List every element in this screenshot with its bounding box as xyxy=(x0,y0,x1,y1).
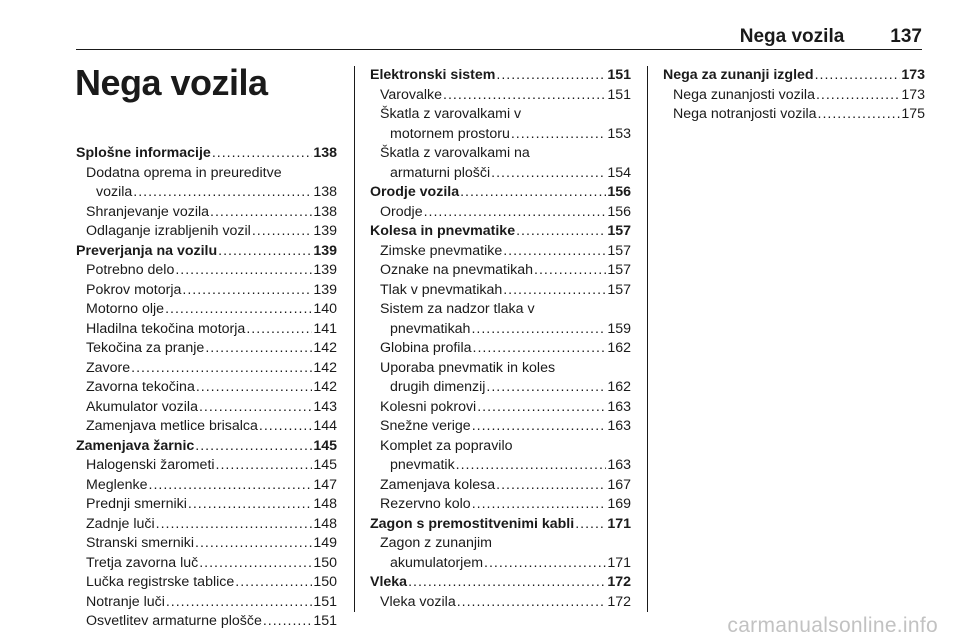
toc-entry-page: 167 xyxy=(607,476,631,493)
dot-leader xyxy=(195,534,312,554)
toc-entry-title-line[interactable]: Dodatna oprema in preureditve xyxy=(86,164,282,181)
toc-entry-title: drugih dimenzij xyxy=(390,379,486,395)
toc-entry-page: 150 xyxy=(313,574,337,590)
toc-entry-title: Osvetlitev armaturne plošče xyxy=(86,613,262,629)
toc-entry-title-line[interactable]: Komplet za popravilo xyxy=(380,437,513,454)
toc-entry[interactable] xyxy=(370,456,631,476)
toc-entry[interactable] xyxy=(76,515,337,535)
toc-entry-title: Zadnje luči xyxy=(86,515,155,532)
toc-entry[interactable] xyxy=(76,320,337,340)
toc-entry-title: Tekočina za pranje xyxy=(86,340,205,356)
toc-entry-page: 172 xyxy=(607,593,631,610)
toc-entry-page: 151 xyxy=(607,67,631,83)
toc-column-1 xyxy=(76,144,337,632)
dot-leader xyxy=(252,222,313,242)
toc-entry[interactable] xyxy=(663,105,925,125)
dot-leader xyxy=(156,515,313,535)
dot-leader xyxy=(246,320,312,340)
toc-entry-title-line[interactable]: Zagon z zunanjim xyxy=(380,535,492,551)
toc-entry-title: armaturni plošči xyxy=(390,164,491,181)
toc-entry-page: 139 xyxy=(313,223,337,239)
toc-entry-title: Oznake na pnevmatikah xyxy=(380,262,534,278)
toc-entry-title-line[interactable]: Sistem za nadzor tlaka v xyxy=(380,301,535,317)
toc-entry-page: 145 xyxy=(313,457,337,473)
toc-entry-page: 138 xyxy=(313,203,337,220)
dot-leader xyxy=(218,242,312,262)
toc-entry-title: Splošne informacije xyxy=(76,145,211,161)
toc-entry-page: 162 xyxy=(607,340,631,356)
toc-entry-title: Zimske pnevmatike xyxy=(380,242,503,259)
toc-entry[interactable] xyxy=(76,398,337,418)
toc-entry[interactable] xyxy=(76,281,337,301)
toc-entry-title: Zagon s premostitvenimi kabli xyxy=(370,515,575,532)
dot-leader xyxy=(424,203,607,223)
toc-entry[interactable] xyxy=(370,398,631,418)
dot-leader xyxy=(516,222,606,242)
toc-entry[interactable] xyxy=(76,222,337,242)
toc-entry-title: Prednji smerniki xyxy=(86,496,187,512)
toc-entry-title: Elektronski sistem xyxy=(370,67,496,83)
page-number: 137 xyxy=(890,26,922,47)
toc-entry-page: 157 xyxy=(607,262,631,278)
toc-entry-page: 163 xyxy=(607,418,631,434)
toc-entry-title: Globina profila xyxy=(380,340,472,356)
toc-entry[interactable] xyxy=(370,125,631,145)
toc-entry-title: Zamenjava žarnic xyxy=(76,437,195,454)
toc-entry[interactable] xyxy=(370,378,631,398)
toc-entry-page: 139 xyxy=(313,281,337,298)
toc-entry[interactable] xyxy=(370,554,631,574)
toc-entry[interactable] xyxy=(663,86,925,106)
toc-entry-title-line[interactable]: Škatla z varovalkami na xyxy=(380,145,530,161)
dot-leader xyxy=(456,456,607,476)
toc-entry-title: Varovalke xyxy=(380,86,443,103)
toc-entry-title: Stranski smerniki xyxy=(86,535,195,551)
toc-section-entry[interactable] xyxy=(370,183,631,203)
toc-entry-title: Kolesni pokrovi xyxy=(380,398,477,415)
toc-entry[interactable] xyxy=(76,339,337,359)
toc-entry-title-line[interactable]: Uporaba pnevmatik in koles xyxy=(380,359,556,376)
toc-entry-page: 157 xyxy=(607,281,631,298)
dot-leader xyxy=(496,66,606,86)
dot-leader xyxy=(503,242,606,262)
toc-entry[interactable] xyxy=(370,339,631,359)
toc-entry-page: 148 xyxy=(313,515,337,532)
toc-entry-page: 150 xyxy=(313,554,337,571)
toc-entry[interactable] xyxy=(370,261,631,281)
toc-entry-page: 175 xyxy=(901,106,925,122)
dot-leader xyxy=(496,476,606,496)
toc-entry-title: Meglenke xyxy=(86,476,148,493)
dot-leader xyxy=(816,86,900,106)
toc-entry-page: 159 xyxy=(607,320,631,337)
dot-leader xyxy=(205,339,312,359)
toc-entry[interactable] xyxy=(76,593,337,613)
toc-section-entry[interactable] xyxy=(370,66,631,86)
toc-entry-page: 147 xyxy=(313,476,337,493)
toc-entry-title-line[interactable]: Škatla z varovalkami v xyxy=(380,106,522,122)
toc-entry[interactable] xyxy=(370,320,631,340)
dot-leader xyxy=(484,554,606,574)
toc-entry[interactable] xyxy=(370,495,631,515)
dot-leader xyxy=(491,164,606,184)
toc-entry[interactable] xyxy=(370,593,631,613)
toc-entry-page: 144 xyxy=(313,418,337,434)
toc-entry-title: Zavore xyxy=(86,359,131,376)
toc-entry[interactable] xyxy=(76,554,337,574)
toc-entry-title: Nega notranjosti vozila xyxy=(673,106,817,122)
dot-leader xyxy=(486,378,606,398)
dot-leader xyxy=(131,359,312,379)
toc-entry-title: Pokrov motorja xyxy=(86,281,182,298)
toc-entry-page: 173 xyxy=(901,86,925,103)
toc-entry-page: 171 xyxy=(607,515,631,532)
dot-leader xyxy=(133,183,312,203)
toc-entry[interactable] xyxy=(370,203,631,223)
dot-leader xyxy=(263,612,312,632)
toc-entry-page: 151 xyxy=(607,86,631,103)
toc-section-entry[interactable] xyxy=(370,515,631,535)
dot-leader xyxy=(195,437,312,457)
toc-entry-page: 138 xyxy=(313,145,337,161)
toc-entry-title: Tretja zavorna luč xyxy=(86,554,199,571)
toc-entry[interactable] xyxy=(76,456,337,476)
toc-entry-title: Odlaganje izrabljenih vozil xyxy=(86,223,251,239)
toc-entry-page: 142 xyxy=(313,379,337,395)
toc-entry[interactable] xyxy=(76,573,337,593)
dot-leader xyxy=(188,495,312,515)
toc-entry-page: 142 xyxy=(313,359,337,376)
column-divider xyxy=(354,66,355,612)
toc-entry-title: pnevmatikah xyxy=(390,320,471,337)
toc-section-entry[interactable] xyxy=(370,573,631,593)
toc-entry-title: Potrebno delo xyxy=(86,262,175,278)
toc-entry[interactable] xyxy=(370,281,631,301)
toc-entry[interactable] xyxy=(370,164,631,184)
toc-entry-page: 139 xyxy=(313,242,337,259)
column-divider xyxy=(647,66,648,612)
toc-entry-page: 163 xyxy=(607,457,631,473)
dot-leader xyxy=(212,144,313,164)
toc-entry[interactable] xyxy=(76,261,337,281)
chapter-title: Nega vozila xyxy=(75,62,268,103)
toc-entry-title: Motorno olje xyxy=(86,301,165,317)
toc-entry[interactable] xyxy=(76,300,337,320)
toc-entry-page: 172 xyxy=(607,574,631,590)
toc-entry-title: vozila xyxy=(96,184,133,200)
toc-section-entry[interactable] xyxy=(370,222,631,242)
toc-entry-title: Orodje vozila xyxy=(370,184,460,200)
toc-entry-page: 138 xyxy=(313,184,337,200)
dot-leader xyxy=(199,398,312,418)
toc-entry-page: 142 xyxy=(313,340,337,356)
toc-entry-page: 149 xyxy=(313,535,337,551)
toc-entry-title: Vleka xyxy=(370,574,408,590)
toc-entry[interactable] xyxy=(370,86,631,106)
toc-entry-page: 157 xyxy=(607,242,631,259)
toc-entry-page: 151 xyxy=(313,613,337,629)
toc-entry[interactable] xyxy=(76,534,337,554)
toc-entry-title: Lučka registrske tablice xyxy=(86,574,235,590)
dot-leader xyxy=(216,456,313,476)
toc-entry-title: Nega zunanjosti vozila xyxy=(673,86,815,103)
toc-entry-title: Orodje xyxy=(380,203,423,220)
dot-leader xyxy=(575,515,606,535)
toc-entry-title: Kolesa in pnevmatike xyxy=(370,223,516,239)
dot-leader xyxy=(815,66,901,86)
toc-entry-title: Akumulator vozila xyxy=(86,398,198,415)
dot-leader xyxy=(477,398,606,418)
toc-column-3 xyxy=(663,66,925,125)
toc-entry-page: 154 xyxy=(607,164,631,181)
toc-entry-title: Zavorna tekočina xyxy=(86,379,195,395)
toc-entry-title: Tlak v pnevmatikah xyxy=(380,281,503,298)
dot-leader xyxy=(182,281,312,301)
toc-entry-title: Hladilna tekočina motorja xyxy=(86,320,246,337)
toc-entry-page: 141 xyxy=(313,320,337,337)
toc-entry-title: Rezervno kolo xyxy=(380,496,471,512)
toc-entry-page: 157 xyxy=(607,223,631,239)
toc-entry-title: Zamenjava kolesa xyxy=(380,476,496,493)
toc-entry-page: 173 xyxy=(901,67,925,83)
running-header-title: Nega vozila xyxy=(739,26,845,47)
toc-section-entry[interactable] xyxy=(76,144,337,164)
dot-leader xyxy=(175,261,312,281)
toc-entry-page: 169 xyxy=(607,496,631,512)
header-rule xyxy=(76,49,922,50)
dot-leader xyxy=(460,183,606,203)
toc-entry-title: Nega za zunanji izgled xyxy=(663,67,814,83)
dot-leader xyxy=(818,105,901,125)
toc-entry[interactable] xyxy=(370,476,631,496)
dot-leader xyxy=(472,417,607,437)
dot-leader xyxy=(166,593,312,613)
toc-entry[interactable] xyxy=(76,495,337,515)
toc-entry-title: Preverjanja na vozilu xyxy=(76,242,218,259)
toc-entry-page: 148 xyxy=(313,496,337,512)
dot-leader xyxy=(210,203,312,223)
dot-leader xyxy=(199,554,312,574)
toc-entry[interactable] xyxy=(76,417,337,437)
dot-leader xyxy=(457,593,607,613)
toc-entry-page: 171 xyxy=(607,554,631,571)
toc-entry-page: 151 xyxy=(313,593,337,610)
toc-entry-page: 143 xyxy=(313,398,337,415)
dot-leader xyxy=(472,495,607,515)
dot-leader xyxy=(235,573,312,593)
toc-entry-title: Notranje luči xyxy=(86,593,165,610)
toc-entry-title: pnevmatik xyxy=(390,457,455,473)
toc-entry-page: 156 xyxy=(607,203,631,220)
toc-entry-page: 145 xyxy=(313,437,337,454)
toc-entry[interactable] xyxy=(76,183,337,203)
toc-entry-page: 162 xyxy=(607,379,631,395)
dot-leader xyxy=(196,378,312,398)
dot-leader xyxy=(408,573,606,593)
dot-leader xyxy=(471,320,606,340)
toc-entry-title: Vleka vozila xyxy=(380,593,456,610)
dot-leader xyxy=(473,339,607,359)
dot-leader xyxy=(443,86,606,106)
toc-entry[interactable] xyxy=(76,203,337,223)
toc-entry[interactable] xyxy=(76,612,337,632)
dot-leader xyxy=(149,476,313,496)
toc-entry-page: 163 xyxy=(607,398,631,415)
dot-leader xyxy=(534,261,606,281)
running-header xyxy=(740,26,922,48)
toc-entry[interactable] xyxy=(76,359,337,379)
toc-entry-page: 140 xyxy=(313,301,337,317)
toc-section-entry[interactable] xyxy=(663,66,925,86)
toc-entry-title: Snežne verige xyxy=(380,418,471,434)
toc-section-entry[interactable] xyxy=(76,437,337,457)
toc-entry-title: akumulatorjem xyxy=(390,554,484,571)
toc-entry[interactable] xyxy=(76,378,337,398)
toc-section-entry[interactable] xyxy=(76,242,337,262)
dot-leader xyxy=(165,300,312,320)
toc-entry-title: Shranjevanje vozila xyxy=(86,203,210,220)
toc-entry[interactable] xyxy=(76,476,337,496)
toc-entry-title: Halogenski žarometi xyxy=(86,457,215,473)
toc-entry[interactable] xyxy=(370,417,631,437)
toc-entry-title: motornem prostoru xyxy=(390,125,510,142)
dot-leader xyxy=(511,125,606,145)
toc-entry-page: 153 xyxy=(607,125,631,142)
toc-entry-page: 139 xyxy=(313,262,337,278)
toc-column-2 xyxy=(370,66,631,612)
toc-entry-page: 156 xyxy=(607,184,631,200)
toc-entry-title: Zamenjava metlice brisalca xyxy=(86,418,258,434)
dot-leader xyxy=(259,417,312,437)
toc-entry[interactable] xyxy=(370,242,631,262)
watermark: carmanualsonline.info xyxy=(727,614,938,637)
dot-leader xyxy=(503,281,606,301)
